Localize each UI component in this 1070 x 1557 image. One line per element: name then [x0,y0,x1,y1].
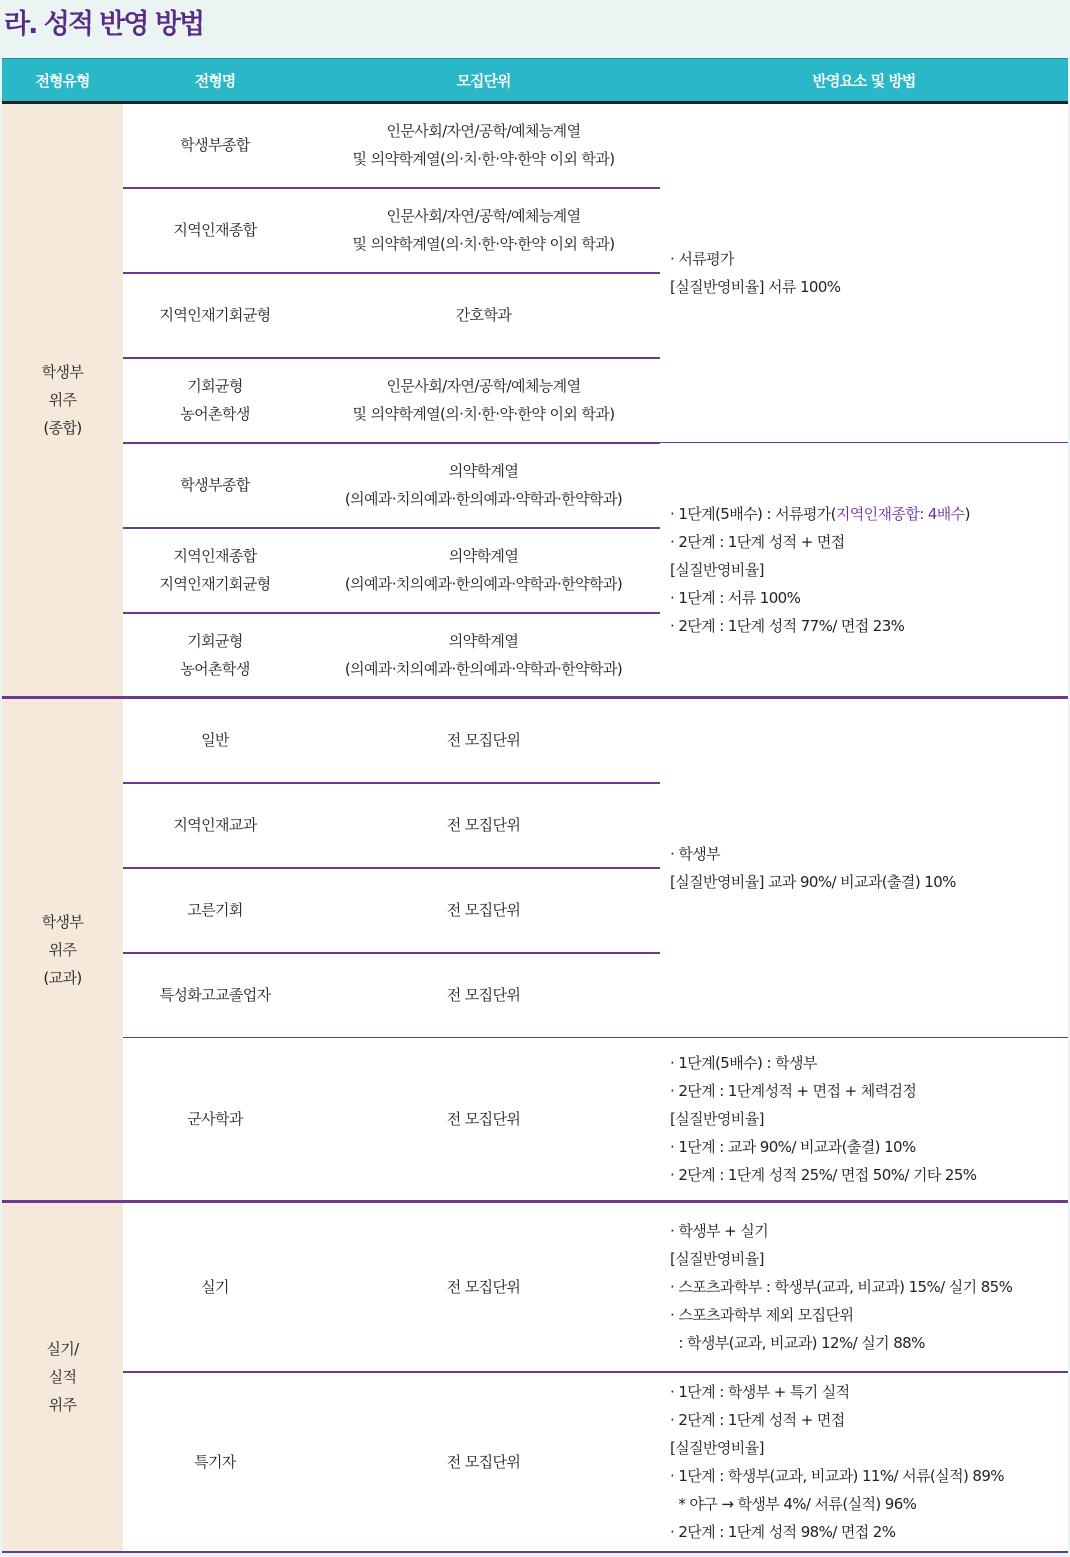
header-unit: 모집단위 [307,59,660,103]
admission-type-cell: 실기/ 실적 위주 [2,1202,123,1552]
recruit-unit-cell: 인문사회/자연/공학/예체능계열 및 의약학계열(의·치·한·약·한약 이외 학과) [307,103,660,188]
recruit-unit-cell: 전 모집단위 [307,698,660,783]
recruit-unit-cell: 전 모집단위 [307,1372,660,1552]
header-method: 반영요소 및 방법 [660,59,1068,103]
header-type: 전형유형 [2,59,123,103]
method-cell: · 학생부 + 실기 [실질반영비율] · 스포츠과학부 : 학생부(교과, 비교과) 15%/ 실기 85% · 스포츠과학부 제외 모집단위 : 학생부(교과, 비교과) 12%/ 실기 88% [660,1202,1068,1372]
method-line [670,500,1068,528]
recruit-unit-cell: 전 모집단위 [307,783,660,868]
recruit-unit-cell: 전 모집단위 [307,1038,660,1202]
method-text: · 1단계(5배수) : 서류평가( [670,504,836,523]
admission-type-cell: 학생부 위주 (종합) [2,103,123,698]
admission-table [2,58,1068,1553]
header-name: 전형명 [123,59,307,103]
method-cell: · 1단계(5배수) : 학생부 · 2단계 : 1단계성적 + 면접 + 체력검정 [실질반영비율] · 1단계 : 교과 90%/ 비교과(출결) 10% · 2단계 : 1단계 성적 25%/ 면접 50%/ 기타 25% [660,1038,1068,1202]
recruit-unit-cell: 인문사회/자연/공학/예체능계열 및 의약학계열(의·치·한·약·한약 이외 학과) [307,358,660,443]
recruit-unit-cell: 의약학계열 (의예과·치의예과·한의예과·약학과·한약학과) [307,443,660,528]
admission-name-cell: 특기자 [123,1372,307,1552]
page-title: 라. 성적 반영 방법 [4,9,204,40]
admission-name-cell: 지역인재교과 [123,783,307,868]
recruit-unit-cell: 전 모집단위 [307,868,660,953]
admission-name-cell: 지역인재기회균형 [123,273,307,358]
table-row [2,1038,1068,1202]
header-row [2,59,1068,103]
admission-name-cell: 학생부종합 [123,443,307,528]
admission-type-cell: 학생부 위주 (교과) [2,698,123,1202]
table-row [2,698,1068,783]
method-cell [660,443,1068,698]
table-row [2,443,1068,528]
admission-name-cell: 기회균형 농어촌학생 [123,358,307,443]
admission-name-cell: 지역인재종합 지역인재기회균형 [123,528,307,613]
admission-name-cell: 특성화고교졸업자 [123,953,307,1038]
recruit-unit-cell: 의약학계열 (의예과·치의예과·한의예과·약학과·한약학과) [307,613,660,698]
recruit-unit-cell: 전 모집단위 [307,953,660,1038]
method-text: ) [964,504,970,523]
method-text: · 2단계 : 1단계 성적 + 면접 [실질반영비율] · 1단계 : 서류 100% · 2단계 : 1단계 성적 77%/ 면접 23% [670,532,905,635]
admission-name-cell: 고른기회 [123,868,307,953]
highlight-text: 지역인재종합: 4배수 [835,504,965,523]
admission-name-cell: 기회균형 농어촌학생 [123,613,307,698]
recruit-unit-cell: 전 모집단위 [307,1202,660,1372]
admission-name-cell: 학생부종합 [123,103,307,188]
admission-name-cell: 지역인재종합 [123,188,307,273]
recruit-unit-cell: 의약학계열 (의예과·치의예과·한의예과·약학과·한약학과) [307,528,660,613]
method-cell: · 1단계 : 학생부 + 특기 실적 · 2단계 : 1단계 성적 + 면접 [실질반영비율] · 1단계 : 학생부(교과, 비교과) 11%/ 서류(실적) 89% * 야구 → 학생부 4%/ 서류(실적) 96% · 2단계 : 1단계 성적 98%/ 면접 2% [660,1372,1068,1552]
table-row [2,103,1068,188]
method-cell: · 서류평가 [실질반영비율] 서류 100% [660,103,1068,443]
method-cell: · 학생부 [실질반영비율] 교과 90%/ 비교과(출결) 10% [660,698,1068,1038]
admission-name-cell: 실기 [123,1202,307,1372]
recruit-unit-cell: 간호학과 [307,273,660,358]
table-row [2,1202,1068,1372]
table-row [2,1372,1068,1552]
recruit-unit-cell: 인문사회/자연/공학/예체능계열 및 의약학계열(의·치·한·약·한약 이외 학과) [307,188,660,273]
admission-name-cell: 일반 [123,698,307,783]
admission-name-cell: 군사학과 [123,1038,307,1202]
